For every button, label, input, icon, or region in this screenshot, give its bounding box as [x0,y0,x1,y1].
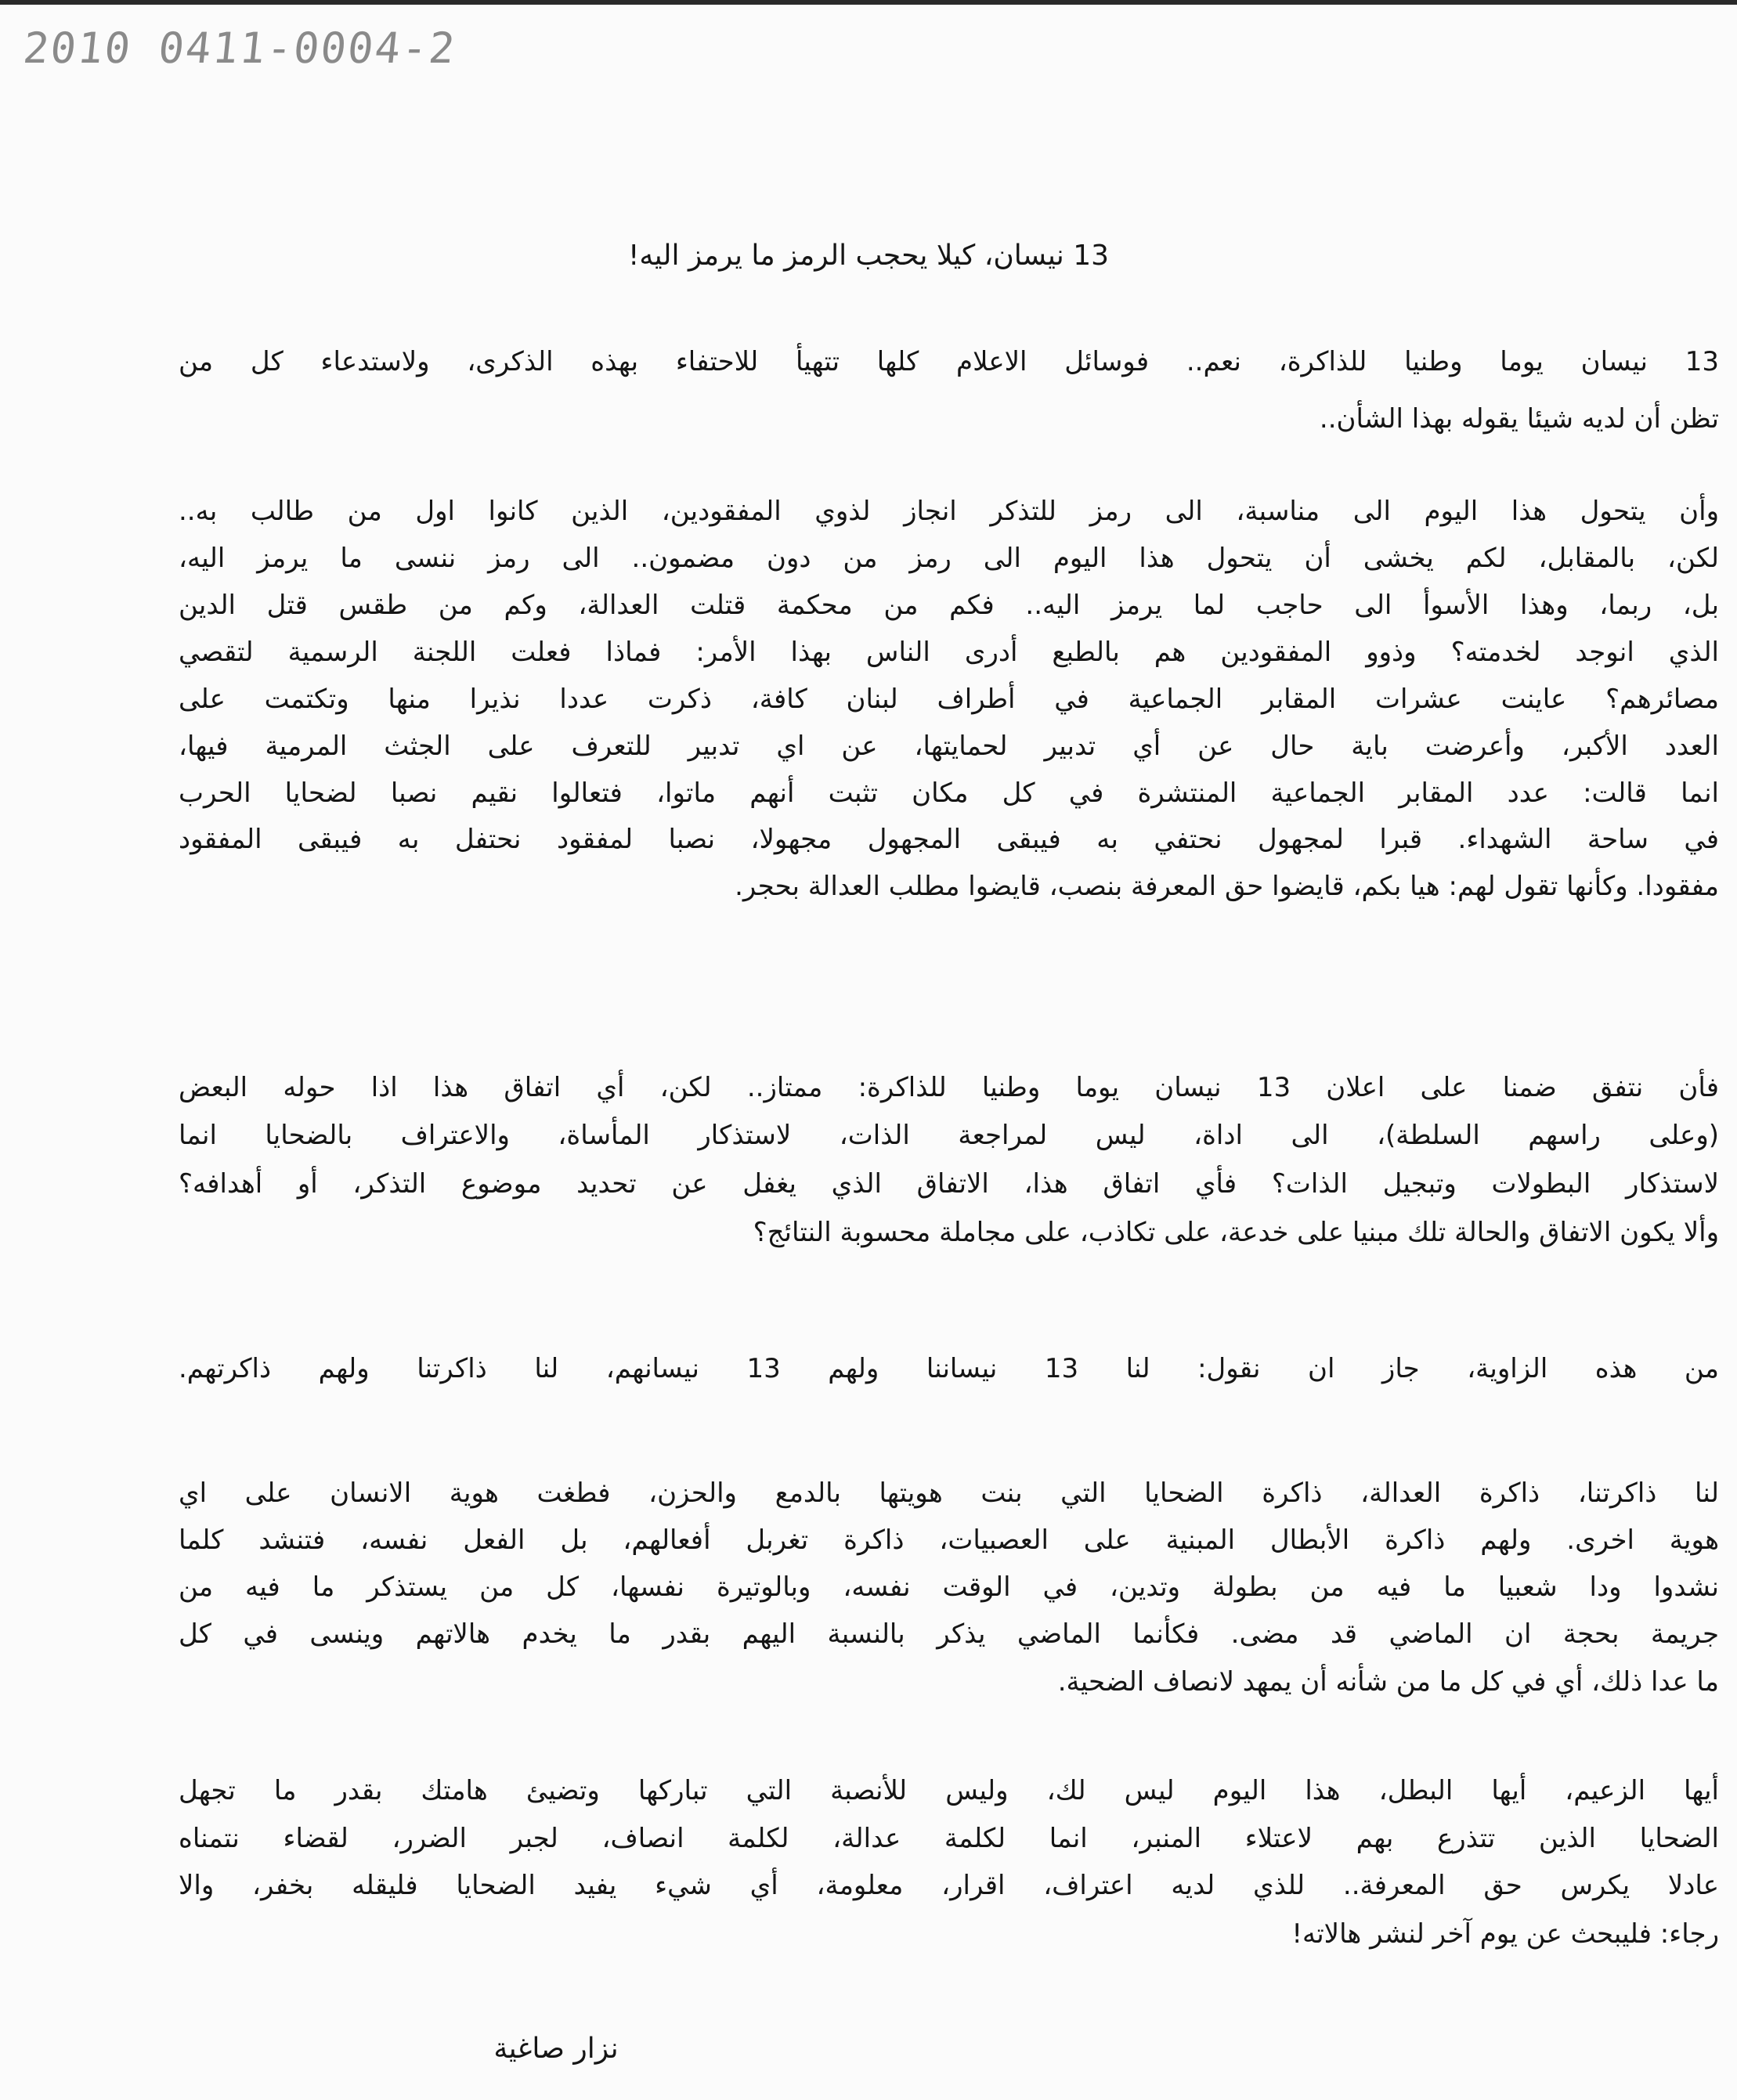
paragraph-3-line: وألا يكون الاتفاق والحالة تلك مبنيا على خدعة، على تكاذب، على مجاملة محسوبة النتائج؟ [753,1217,1719,1248]
paragraph-2-line: مفقودا. وكأنها تقول لهم: هيا بكم، قايضوا حق المعرفة بنصب، قايضوا مطلب العدالة بحجر. [735,871,1719,902]
paragraph-6-line: الضحايا الذين تتذرع بهم لاعتلاء المنبر، انما لكلمة عدالة، لكلمة انصاف، لجبر الضرر، لقضاء نتمناه [179,1823,1719,1854]
paragraph-3-line: فأن نتفق ضمنا على اعلان 13 نيسان يوما وطنيا للذاكرة: ممتاز.. لكن، أي اتفاق هذا اذا حوله البعض [179,1072,1719,1103]
paragraph-2-line: العدد الأكبر، وأعرضت باية حال عن أي تدبير لحمايتها، عن اي تدبير للتعرف على الجثث المرمية فيها، [179,731,1719,762]
paragraph-5-line: ما عدا ذلك، أي في كل ما من شأنه أن يمهد لانصاف الضحية. [1057,1666,1719,1698]
paragraph-5-line: هوية اخرى. ولهم ذاكرة الأبطال المبنية على العصبيات، ذاكرة تغربل أفعالهم، بل الفعل نفسه، فتنشد كلما [179,1524,1719,1556]
article-title: 13 نيسان، كيلا يحجب الرمز ما يرمز اليه! [627,240,1110,272]
paragraph-1-line: تظن أن لديه شيئا يقوله بهذا الشأن.. [1319,403,1719,435]
scan-border [0,0,1737,5]
paragraph-5-line: لنا ذاكرتنا، ذاكرة العدالة، ذاكرة الضحايا التي بنت هويتها بالدمع والحزن، فطغت هوية الانسان على اي [179,1478,1719,1509]
paragraph-3-line: لاستذكار البطولات وتبجيل الذات؟ فأي اتفاق هذا، الاتفاق الذي يغفل عن تحديد موضوع التذكر، أو أهدافه؟ [179,1168,1719,1200]
paragraph-5-line: نشدوا ودا شعبيا ما فيه من بطولة وتدين، في الوقت نفسه، وبالوتيرة نفسها، كل من يستذكر ما فيه من [179,1571,1719,1603]
paragraph-2-line: في ساحة الشهداء. قبرا لمجهول نحتفي به فيبقى المجهول مجهولا، نصبا لمفقود نحتفل به فيبقى المفقود [179,824,1719,855]
author-signature: نزار صاغية [493,2033,619,2065]
paragraph-3-line: (وعلى راسهم السلطة)، الى اداة، ليس لمراجعة الذات، لاستذكار المأساة، والاعتراف بالضحايا انما [179,1120,1719,1151]
paragraph-2-line: انما قالت: عدد المقابر الجماعية المنتشرة في كل مكان تثبت أنهم ماتوا، فتعالوا نقيم نصبا لضحايا الحرب [179,778,1719,809]
paragraph-2-line: بل، ربما، وهذا الأسوأ الى حاجب لما يرمز اليه.. فكم من محكمة قتلت العدالة، وكم من طقس قتل الدين [179,590,1719,621]
paragraph-2-line: لكن، بالمقابل، لكم يخشى أن يتحول هذا اليوم الى رمز من دون مضمون.. الى رمز ننسى ما يرمز اليه، [179,543,1719,574]
paragraph-2-line: مصائرهم؟ عاينت عشرات المقابر الجماعية في أطراف لبنان كافة، ذكرت عددا نذيرا منها وتكتمت على [179,684,1719,715]
paragraph-4-line: من هذه الزاوية، جاز ان نقول: لنا 13 نيساننا ولهم 13 نيسانهم، لنا ذاكرتنا ولهم ذاكرتهم. [179,1353,1719,1384]
paragraph-2-line: وأن يتحول هذا اليوم الى مناسبة، الى رمز للتذكر انجاز لذوي المفقودين، الذين كانوا اول من طالب به.. [179,496,1719,527]
paragraph-6-line: عادلا يكرس حق المعرفة.. للذي لديه اعتراف، اقرار، معلومة، أي شيء يفيد الضحايا فليقله بخفر، والا [179,1870,1719,1901]
paragraph-6-line: أيها الزعيم، أيها البطل، هذا اليوم ليس لك، وليس للأنصبة التي تباركها وتضيئ هامتك بقدر ما تجهل [179,1775,1719,1806]
handwritten-reference-number: 2010 0411-0004-2 [20,23,459,73]
paragraph-5-line: جريمة بحجة ان الماضي قد مضى. فكأنما الماضي يذكر بالنسبة اليهم بقدر ما يخدم هالاتهم وينسى في كل [179,1618,1719,1650]
paragraph-1-line: 13 نيسان يوما وطنيا للذاكرة، نعم.. فوسائل الاعلام كلها تتهيأ للاحتفاء بهذه الذكرى، ولاستدعاء كل من [179,346,1719,377]
paragraph-6-line: رجاء: فليبحث عن يوم آخر لنشر هالاته! [1291,1918,1719,1950]
paragraph-2-line: الذي انوجد لخدمته؟ وذوو المفقودين هم بالطبع أدرى الناس بهذا الأمر: فماذا فعلت اللجنة الرسمية لتقصي [179,637,1719,668]
